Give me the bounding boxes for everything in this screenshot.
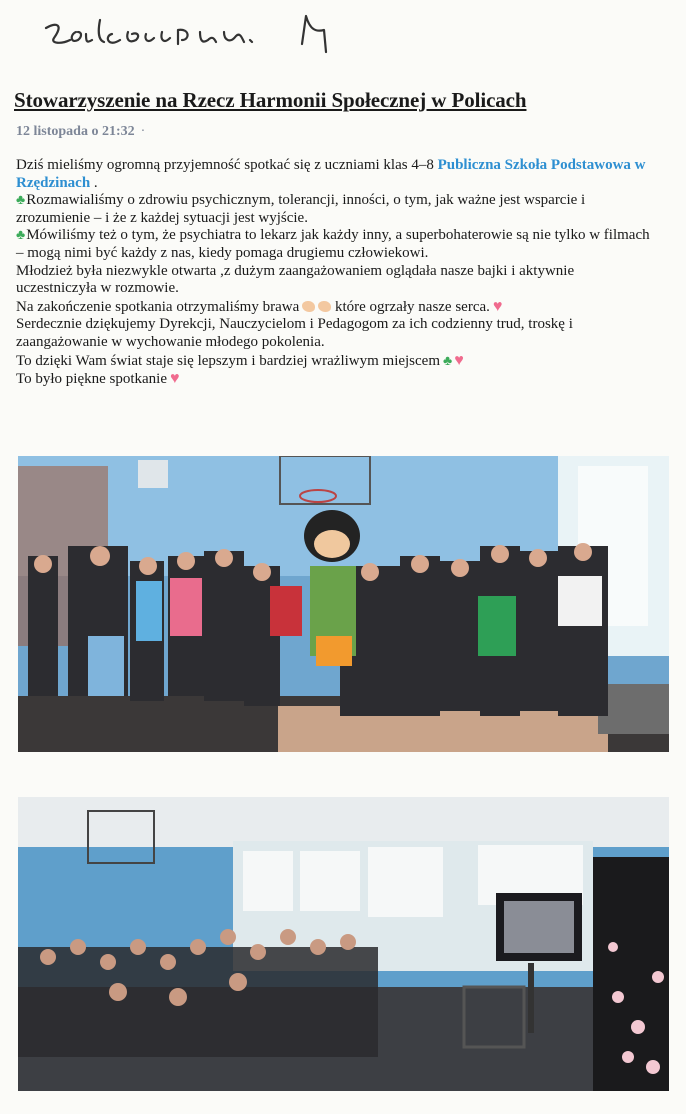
post-line: Na zakończenie spotkania otrzymaliśmy brawa [16,298,300,315]
post-line: Młodzież była niezwykle otwarta ,z dużym zaangażowaniem oglądała nasze bajki i aktywnie uczestniczyła w rozmowie. [16,262,575,297]
heart-icon: ♥ [170,370,180,388]
post-paragraph [16,352,656,371]
school-link[interactable]: Publiczna Szkoła Podstawowa w Rzędzinach [16,157,646,191]
date-separator: · [140,124,146,139]
post-timestamp[interactable]: 12 listopada o 21:32 [16,124,135,139]
post-body [16,157,656,389]
group-photo-image [18,456,669,752]
post-paragraph [16,298,656,317]
post-paragraph [16,192,656,227]
clover-icon: ♣ [16,193,26,209]
post-line: Rozmawialiśmy o zdrowiu psychicznym, tolerancji, inności, o tym, jak ważne jest wsparcie i zrozumienie – i że z każdej sytuacji jest wyjście. [16,192,586,226]
post-line: Mówiliśmy też o tym, że psychiatra to lekarz jak każdy inny, a superbohaterowie są nie tylko w filmach – mogą nimi być każdy z nas, kiedy pomaga drugiemu człowiekowi. [16,227,650,261]
clapping-hands-icon [302,301,315,312]
post-line: To dzięki Wam świat staje się lepszym i bardziej wrażliwym miejscem [16,352,441,369]
heart-icon: ♥ [454,351,464,369]
audience-photo-image [18,797,669,1091]
handwritten-note [40,10,360,60]
heart-icon: ♥ [492,297,503,315]
post-line: które ogrzały nasze serca. [331,298,490,315]
post-date[interactable] [16,124,145,140]
post-paragraph [16,263,656,298]
post-line: To było piękne spotkanie [16,371,168,388]
post-line: Serdecznie dziękujemy Dyrekcji, Nauczycielom i Pedagogom za ich codzienny trud, troskę i zaangażowanie w wychowanie młodego pokolenia. [16,316,573,350]
clover-icon: ♣ [16,228,26,244]
post-paragraph [16,316,656,351]
post-paragraph [16,370,656,389]
handwriting-scribble [40,10,360,60]
intro-text: Dziś mieliśmy ogromną przyjemność spotkać się z uczniami klas 4–8 [16,157,438,173]
clapping-hands-icon [318,301,331,312]
audience-photo[interactable] [18,797,669,1091]
clover-icon: ♣ [443,353,453,369]
post-paragraph [16,227,656,262]
post-paragraph [16,157,656,192]
post-author[interactable]: Stowarzyszenie na Rzecz Harmonii Społecznej w Policach [14,88,527,112]
intro-end: . [90,174,98,191]
group-photo[interactable] [18,456,669,752]
